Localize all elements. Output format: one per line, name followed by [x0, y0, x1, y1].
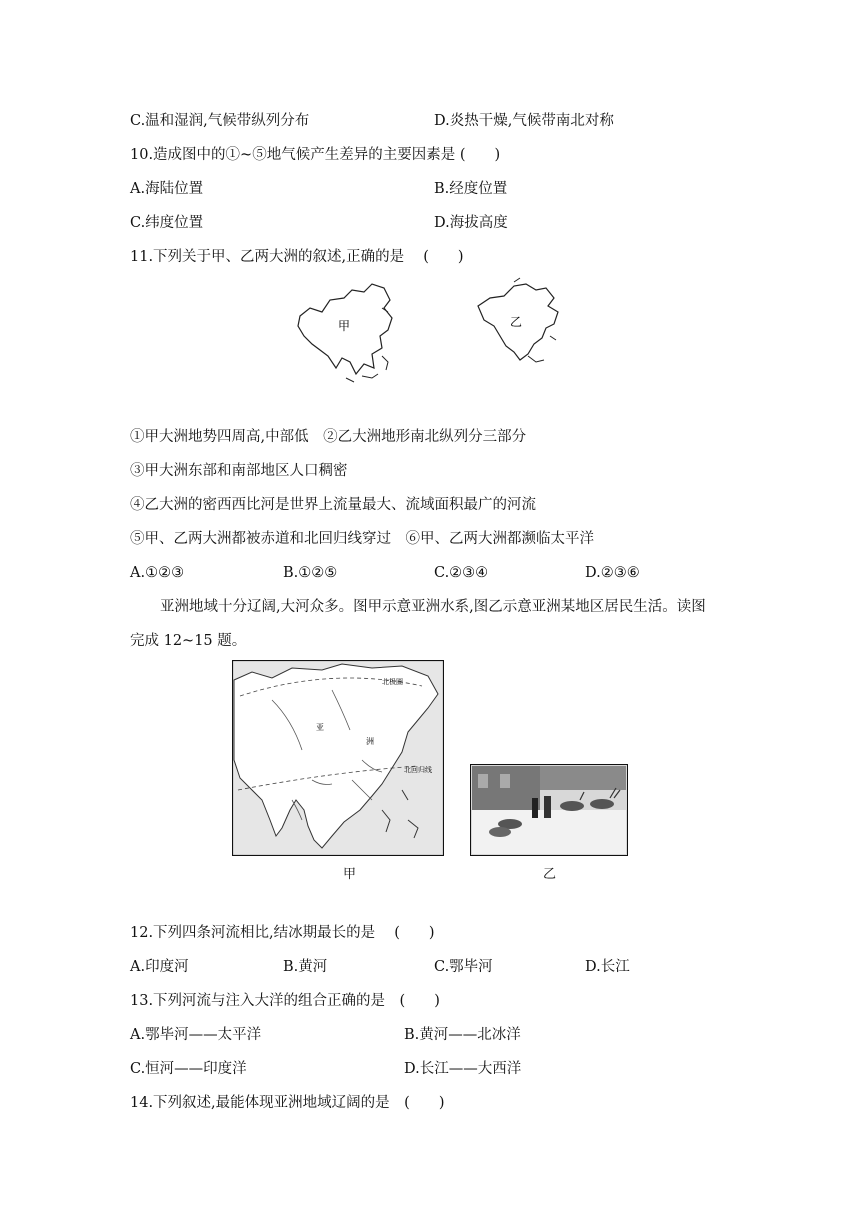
passage-line-1: 亚洲地域十分辽阔,大河众多。图甲示意亚洲水系,图乙示意亚洲某地区居民生活。读图 — [160, 599, 706, 615]
passage-line-2: 完成 12~15 题。 — [130, 633, 247, 649]
map-continent-yi — [470, 276, 570, 368]
arctic-circle-label: 北极圈 — [382, 678, 403, 686]
tropic-of-cancer-label: 北回归线 — [404, 766, 432, 774]
q11-option-b: B.①②⑤ — [283, 565, 338, 581]
reindeer-sled-photo — [470, 764, 628, 856]
q12-stem: 12.下列四条河流相比,结冰期最长的是 ( ) — [130, 925, 435, 941]
asia-river-map — [232, 660, 444, 856]
asia-label-1: 亚 — [316, 723, 324, 732]
map-yi-label: 乙 — [510, 315, 523, 329]
q13-option-c: C.恒河——印度洋 — [130, 1061, 247, 1077]
q12-option-c: C.鄂毕河 — [434, 959, 493, 975]
q10-stem: 10.造成图中的①~⑤地气候产生差异的主要因素是 ( ) — [130, 147, 501, 163]
q13-option-b: B.黄河——北冰洋 — [404, 1027, 521, 1043]
q14-stem: 14.下列叙述,最能体现亚洲地域辽阔的是 ( ) — [130, 1095, 445, 1111]
q11-statement-3: ③甲大洲东部和南部地区人口稠密 — [130, 463, 348, 479]
q12-option-b: B.黄河 — [283, 959, 328, 975]
q9-option-c: C.温和湿润,气候带纵列分布 — [130, 113, 310, 129]
q10-option-c: C.纬度位置 — [130, 215, 204, 231]
q11-option-d: D.②③⑥ — [585, 565, 640, 581]
q11-statement-1-2: ①甲大洲地势四周高,中部低 ②乙大洲地形南北纵列分三部分 — [130, 429, 527, 445]
q10-option-a: A.海陆位置 — [130, 181, 204, 197]
q13-option-d: D.长江——大西洋 — [404, 1061, 522, 1077]
q12-option-a: A.印度河 — [130, 959, 189, 975]
figure-caption-yi: 乙 — [543, 867, 557, 882]
figure-caption-jia: 甲 — [343, 867, 357, 882]
q13-stem: 13.下列河流与注入大洋的组合正确的是 ( ) — [130, 993, 440, 1009]
q13-option-a: A.鄂毕河——太平洋 — [130, 1027, 262, 1043]
q11-option-c: C.②③④ — [434, 565, 489, 581]
asia-label-2: 洲 — [366, 737, 374, 746]
map-jia-label: 甲 — [338, 319, 351, 333]
q10-option-b: B.经度位置 — [434, 181, 508, 197]
q11-statement-5-6: ⑤甲、乙两大洲都被赤道和北回归线穿过 ⑥甲、乙两大洲都濒临太平洋 — [130, 531, 594, 547]
q11-statement-4: ④乙大洲的密西西比河是世界上流量最大、流域面积最广的河流 — [130, 497, 536, 513]
q11-stem: 11.下列关于甲、乙两大洲的叙述,正确的是 ( ) — [130, 249, 464, 265]
q9-option-d: D.炎热干燥,气候带南北对称 — [434, 113, 614, 129]
map-continent-jia — [292, 278, 412, 390]
q12-option-d: D.长江 — [585, 959, 630, 975]
q11-option-a: A.①②③ — [130, 565, 185, 581]
q10-option-d: D.海拔高度 — [434, 215, 508, 231]
